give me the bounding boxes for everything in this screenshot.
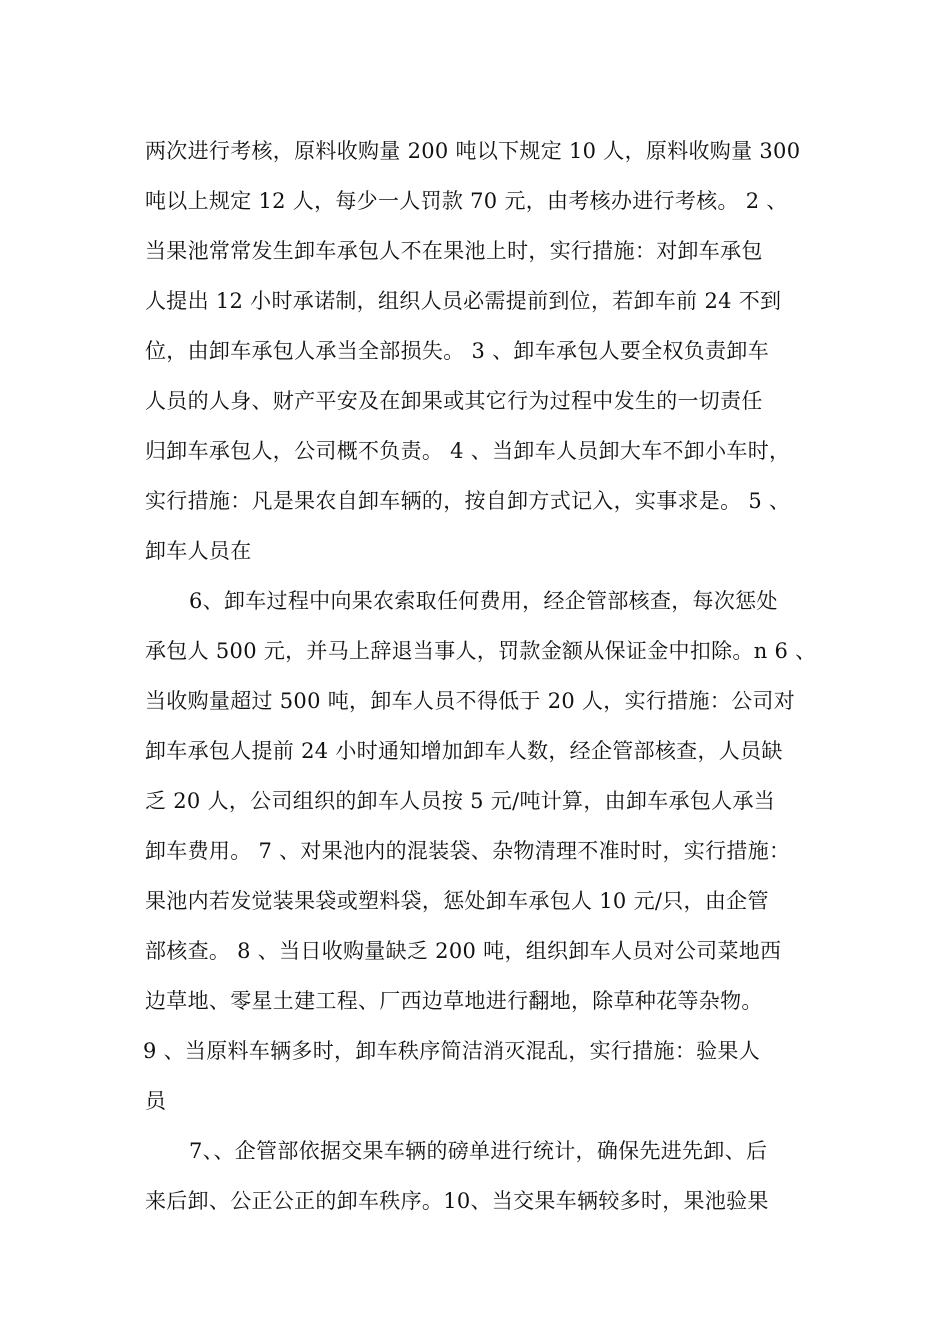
text-line: 吨以上规定 12 人，每少一人罚款 70 元，由考核办进行考核。 2 、 [145,189,788,213]
text-line: 6、卸车过程中向果农索取任何费用，经企管部核查，每次惩处 [189,589,778,613]
text-line: 人提出 12 小时承诺制，组织人员必需提前到位，若卸车前 24 不到 [145,289,782,313]
text-line: 卸车人员在 [145,539,252,563]
text-line: 卸车费用。 7 、对果池内的混装袋、杂物清理不准时时，实行措施： [145,839,791,863]
text-line: 部核查。 8 、当日收购量缺乏 200 吨，组织卸车人员对公司菜地西 [145,939,782,963]
text-line: 当收购量超过 500 吨，卸车人员不得低于 20 人，实行措施：公司对 [145,689,796,713]
text-line: 归卸车承包人，公司概不负责。 4 、当卸车人员卸大车不卸小车时， [145,439,791,463]
text-line: 员 [145,1089,167,1113]
text-line: 7、、企管部依据交果车辆的磅单进行统计，确保先进先卸、后 [189,1139,768,1163]
text-line: 当果池常常发生卸车承包人不在果池上时，实行措施：对卸车承包 [145,239,763,263]
text-line: 来后卸、公正公正的卸车秩序。10、当交果车辆较多时，果池验果 [145,1189,769,1213]
text-line: 位，由卸车承包人承当全部损失。 3 、卸车承包人要全权负责卸车 [145,339,770,363]
text-line: 果池内若发觉装果袋或塑料袋，惩处卸车承包人 10 元/只，由企管 [145,889,769,913]
text-line: 人员的人身、财产平安及在卸果或其它行为过程中发生的一切责任 [145,389,763,413]
text-line: 承包人 500 元，并马上辞退当事人，罚款金额从保证金中扣除。n 6 、 [145,639,817,663]
text-line: 9 、当原料车辆多时，卸车秩序简洁消灭混乱，实行措施：验果人 [143,1039,761,1063]
text-line: 实行措施：凡是果农自卸车辆的，按自卸方式记入，实事求是。 5 、 [145,489,791,513]
text-line: 卸车承包人提前 24 小时通知增加卸车人数，经企管部核查，人员缺 [145,739,783,763]
text-line: 两次进行考核，原料收购量 200 吨以下规定 10 人，原料收购量 300 [145,139,801,163]
text-line: 边草地、零星土建工程、厂西边草地进行翻地，除草种花等杂物。 [145,989,763,1013]
text-line: 乏 20 人，公司组织的卸车人员按 5 元/吨计算，由卸车承包人承当 [145,789,776,813]
